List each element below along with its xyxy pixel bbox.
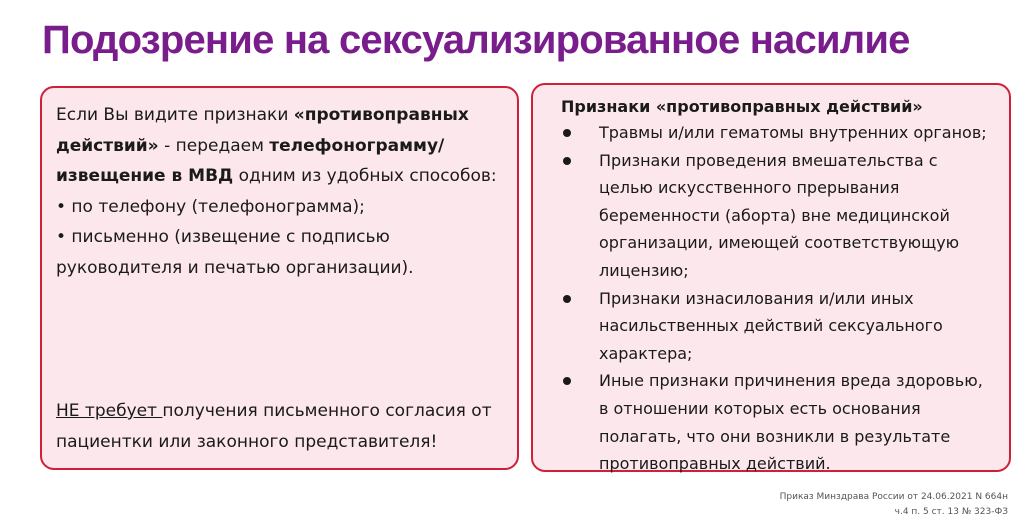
sign-text: Травмы и/или гематомы внутренних органов; [599,123,987,142]
bullet-icon [563,377,571,385]
bullet-icon [563,295,571,303]
sign-text: Признаки изнасилования и/или иных насильственных действий сексуального характера; [599,288,943,363]
consent-note-emphasis: НЕ требует [56,401,163,421]
reporting-instructions [56,100,503,192]
unlawful-actions-term: «противоправных действий» [56,105,469,156]
consent-note-text: получения письменного согласия от пациентки или законного представителя! [56,401,492,452]
source-order: Приказ Минздрава России от 24.06.2021 N 664н [779,492,1008,502]
instructions-connector: - передаем [158,135,270,156]
police-notice-term: телефонограмму/извещение в МВД [56,135,445,186]
source-reference [780,490,1008,520]
signs-list [561,119,995,478]
reporting-methods-list [56,192,503,284]
method-phone: • по телефону (телефонограмма); [56,196,365,217]
bullet-icon [563,129,571,137]
sign-item [561,147,995,285]
method-written: • письменно (извещение с подписью руководителя и печатью организации). [56,227,414,278]
source-law: ч.4 п. 5 ст. 13 № 323-ФЗ [894,507,1008,517]
unlawful-signs-card [531,83,1011,472]
signs-heading: Признаки «противоправных действий» [561,97,923,116]
bullet-icon [563,157,571,165]
reporting-card [40,86,519,470]
page-title: Подозрение на сексуализированное насилие [42,18,910,62]
sign-item [561,119,995,147]
instructions-tail: одним из удобных способов: [233,166,497,186]
sign-item [561,285,995,368]
instructions-intro: Если Вы видите признаки [56,105,294,125]
sign-text: Признаки проведения вмешательства с целью искусственного прерывания беременности (аборта) вне медицинской организации, имеющей соответствующую лицензию; [599,150,960,280]
sign-text: Иные признаки причинения вреда здоровью, в отношении которых есть основания полагать, что они возникли в результате противоправных действий. [599,371,983,474]
sign-item [561,367,995,477]
consent-note [56,396,506,457]
